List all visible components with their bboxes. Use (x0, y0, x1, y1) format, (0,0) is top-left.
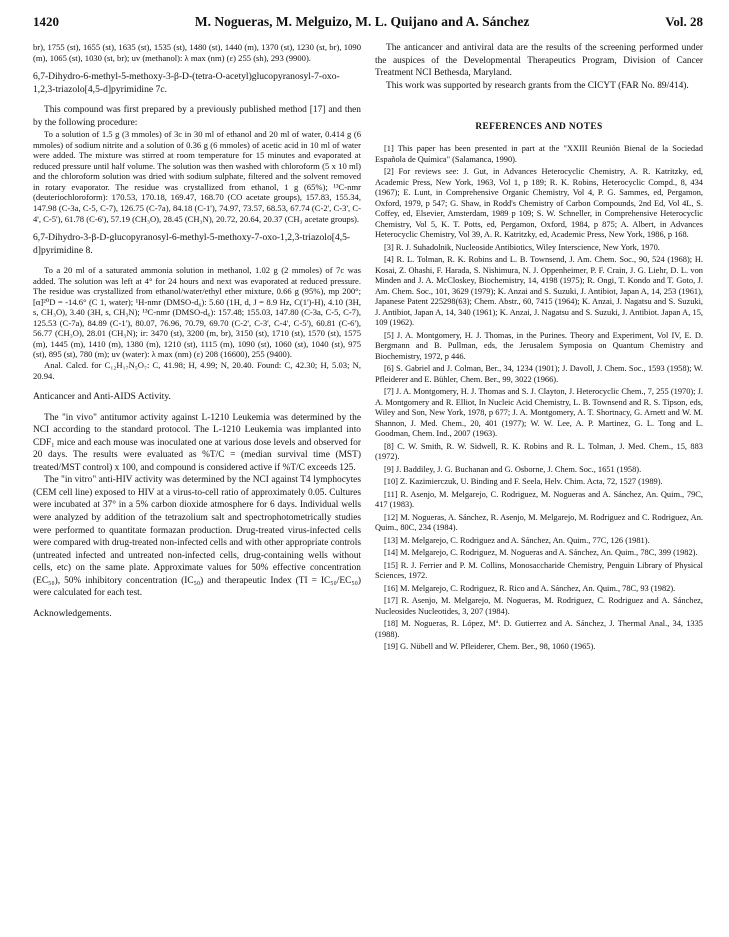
paragraph-procedure-8: To a 20 ml of a saturated ammonia solution in methanol, 1.02 g (2 mmoles) of 7c was added. The solution was left at 4° for 24 hours and next was evaporated at reduced pressure. The residue was crystallized from ethanol/water/ethyl ether mixture, 0.66 g (95%), mp 200°; [α]²⁰D = -14.6° (C 1, water); ¹H-nmr (DMSO-d₆): 5.60 (1H, d, J = 8.9 Hz, C(1')-H), 4.10 (3H, s, CH₃O), 3.40 (3H, s, CH₃N); ¹³C-nmr (DMSO-d₆): 157.48; 155.03, 147.80 (C-3a, C-5, C-7), 125.53 (C-7a), 84.89 (C-1'), 80.07, 76.96, 70.79, 69.70 (C-2', C-3', C-4', C-5'), 60.81 (C-6'), 56.77 (CH₃O), 28.01 (CH₃N); ir: 3470 (st), 3200 (m, br), 3150 (st), 1710 (st), 1570 (st), 1575 (m), 1445 (m), 1410 (m), 1380 (m), 1210 (st), 1115 (m), 1090 (st), 1060 (st), 1040 (st), 975 (st), 895 (st), 780 (m); uv (water): λ max (nm) (ε) 208 (16600), 255 (9400). (33, 265, 361, 360)
reference-item: [5] J. A. Montgomery, H. J. Thomas, in the Purines. Theory and Experiment, Vol IV, E. D. Bergmann and B. Pullman, eds, the Jerusalem Symposia on Quantum Chemistry and Biochemistry, 1972, p 446. (375, 330, 703, 361)
left-column (33, 42, 361, 655)
reference-item: [6] S. Gabriel and J. Colman, Ber., 34, 1234 (1901); J. Davoll, J. Chem. Soc., 1593 (1958); W. Pfleiderer and E. Bühler, Chem. Ber., 99, 3022 (1966). (375, 364, 703, 384)
reference-item: [18] M. Nogueras, R. López, Mª. D. Gutierrez and A. Sánchez, J. Thermal Anal., 34, 1335 (1988). (375, 619, 703, 639)
reference-item: [19] G. Nübell and W. Pfleiderer, Chem. Ber., 98, 1060 (1965). (384, 642, 596, 652)
paragraph-funding: This work was supported by research grants from the CICYT (FAR No. 89/414). (386, 80, 689, 91)
right-column (375, 42, 703, 655)
paragraph-prep-method: This compound was first prepared by a previously published method [17] and then by the following procedure: (33, 105, 361, 128)
compound-7c-title: 6,7-Dihydro-6-methyl-5-methoxy-3-β-D-(tetra-O-acetyl)glucopyranosyl-7-oxo-1,2,3-triazolo[4,5-d]pyrimidine 7c. (33, 71, 340, 95)
running-head-authors: M. Nogueras, M. Melguizo, M. L. Quijano and A. Sánchez (194, 14, 530, 29)
paragraph-in-vivo: The "in vivo" antitumor activity against L-1210 Leukemia was determined by the NCI according to the standard protocol. The L-1210 Leukemia was implanted into CDF₁ mice and each mouse was inoculated one at various dose levels and observed for 20 days. The results were evaluated as %T/C = (median survival time (MST) treated/MST control) x 100, and compound is considered active if %T/C exceeds 125. (33, 412, 361, 473)
elemental-analysis: Anal. Calcd. for C₁₂H₁₇N₅O₇: C, 41.98; H, 4.99; N, 20.40. Found: C, 42.30; H, 5.03; N, 20.94. (33, 360, 361, 381)
page-header (33, 14, 703, 42)
reference-item: [8] C. W. Smith, R. W. Sidwell, R. K. Robins and R. L. Tolman, J. Med. Chem., 15, 883 (1972). (375, 441, 703, 462)
reference-item: [1] This paper has been presented in part at the "XXIII Reunión Bienal de la Sociedad Española de Química" (Salamanca, 1990). (375, 144, 703, 164)
reference-item: [4] R. L. Tolman, R. K. Robins and L. B. Townsend, J. Am. Chem. Soc., 90, 524 (1968); H. Kosai, Z. Ohashi, F. Harada, S. Nishimura, N. J. Oppenheimer, P. F. Crain, J. G. Liehr, D. L. von Minden and J. A. McCloskey, Biochemistry, 14, 4198 (1975); R. Ongi, T. Kondo and T. Goto, J. Am. Chem. Soc., 101, 3629 (1979); K. Anzai and S. Suzuki, J. Antibiot, Japan A, 14, 253 (1961), Japanese Patent 225298(63); Chem. Abstr., 60, 7415 (1964); K. Anzai, J. Nagatsu and S. Suzuki, J. Antibiot, Japan A, 14, 340 (1961); K. Anzai, J. Nagatsu and S. Suzuki, J. Antibiot. Japan A, 15, 109 (1962). (375, 255, 703, 328)
reference-item: [13] M. Melgarejo, C. Rodriguez and A. Sánchez, An. Quim., 77C, 126 (1981). (384, 535, 650, 545)
paragraph-in-vitro: The "in vitro" anti-HIV activity was determined by the NCI against T4 lymphocytes (CEM cell line) exposed to HIV at a virus-to-cell ratio of approximately 0.05. Cultures were incubated at 37° in a 5% carbon dioxide atmosphere for 6 days. Individual wells were analyzed by addition of the tetrazolium salt and spectrophotometrically studies were performed to quantitate formazan production. Drug-treated virus-infected cells were compared with drug-treated non-infected cells and with other appropriate controls (untreated infected and untreated non-infected cells, drug-containing wells without cells, etc) on the same plate. Approximate values for 50% effective concentration (EC₅₀), 50% inhibitory concentration (IC₅₀) and therapeutic Index (TI = IC₅₀/EC₅₀) were calculated for each test. (33, 475, 361, 599)
reference-item: [11] R. Asenjo, M. Melgarejo, C. Rodriguez, M. Nogueras and A. Sánchez, An. Quim., 79C, 417 (1983). (375, 489, 703, 510)
reference-item: [2] For reviews see: J. Gut, in Advances Heterocyclic Chemistry, A. R. Katritzky, ed, Academic Press, New York, 1963, Vol 1, p 189; R. K. Robins, Heterocyclic Compd., 8, 434 (1967); E. Lunt, in Comprehensive Organic Chemistry, Vol 4, P. G. Sammes, ed, Pergamon, Oxford, 1979, p 547; G. Shaw, in Rodd's Chemistry of Carbon Compounds, 2nd Ed, Vol 4L, S. Coffey, ed, Elsevier, Amsterdam, 1989 p 109; S. W. Schneller, in Comprehensive Heterocyclic Chemistry, Vol 5, K. T. Potts, ed, Pergamon, Oxford, 1984, p 875; A. Albert, in Advances Heterocyclic Chemistry, Vol 39, A. R. Katritzky, ed, Academic Press, New York, 1986, p 168. (375, 167, 703, 240)
reference-item: [16] M. Melgarejo, C. Rodriguez, R. Rico and A. Sánchez, An. Quim., 78C, 93 (1982). (384, 583, 676, 593)
spectral-data-continuation: br), 1755 (st), 1655 (st), 1635 (st), 1535 (st), 1480 (st), 1440 (m), 1370 (st), 1230 (st, br), 1090 (m), 1065 (st), 1030 (st, br); uv (methanol): λ max (nm) (ε) 255 (sh), 293 (9900). (33, 42, 361, 63)
reference-list (375, 144, 703, 653)
reference-item: [15] R. J. Ferrier and P. M. Collins, Monosaccharide Chemistry, Penguin Library of Physical Sciences, 1972. (375, 560, 703, 581)
reference-item: [9] J. Baddiley, J. G. Buchanan and G. Osborne, J. Chem. Soc., 1651 (1958). (384, 464, 642, 474)
page-number: 1420 (33, 14, 59, 29)
section-heading-activity: Anticancer and Anti-AIDS Activity. (33, 391, 171, 403)
reference-item: [7] J. A. Montgomery, H. J. Thomas and S. J. Clayton, J. Heterocyclic Chem., 7, 255 (1970); J. A. Montgomery and R. Elliot, In Nucleic Acid Chemistry, L. B. Townsend and R. S. Tipson, eds, Wiley and Son, New York, 1978, p 677; J. A. Montgomery, A. T. Shortnacy, G. Arnett and W. M. Shannon, J. Med. Chem., 20, 401 (1977); W. W. Lee, A. P. Martinez, G. L. Tong and L. Goodman, Chem. Ind., 2007 (1963). (375, 387, 703, 439)
paragraph-procedure-7c: To a solution of 1.5 g (3 mmoles) of 3c in 30 ml of ethanol and 20 ml of water, 0.414 g (6 mmoles) of sodium nitrite and a solution of 0.36 g (6 mmoles) of acetic acid in 10 ml of water were added. The mixture was stirred at room temperature for 15 minutes and evaporated at reduced pressure until half volume. The solution was then washed with chloroform (5 x 10 ml) and the chloroform solution was dried with sodium sulphate, filtered and the solvent removed in rotary evaporator. The residue was crystallized from ethanol, 1 g (65%); ¹³C-nmr (deuteriochloroform): 170.53, 170.18, 169.47, 168.70 (CO acetate groups), 157.83, 155.34, 147.98 (C-3a, C-5, C-7), 126.75 (C-7a), 84.18 (C-1'), 74.97, 73.57, 68.53, 67.74 (C-2', C-3', C-4', C-5'), 61.78 (C-6'), 57.19 (CH₃O), 28.45 (CH₃N), 20.72, 20.64, 20.37 (CH₃ acetate groups). (33, 129, 361, 224)
paragraph-screening: The anticancer and antiviral data are the results of the screening performed under the auspices of the Developmental Therapeutics Program, Division of Cancer Treatment NCI Bethesda, Maryland. (375, 43, 703, 79)
compound-8-title: 6,7-Dihydro-3-β-D-glucopyranosyl-6-methyl-5-methoxy-7-oxo-1,2,3-triazolo[4,5-d]pyrimidine 8. (33, 232, 351, 256)
reference-item: [12] M. Nogueras, A. Sánchez, R. Asenjo, M. Melgarejo, M. Rodriguez and C. Rodriguez, An. Quim., 80C, 234 (1984). (375, 512, 703, 533)
reference-item: [10] Z. Kazimierczuk, U. Binding and F. Seela, Helv. Chim. Acta, 72, 1527 (1989). (384, 477, 663, 487)
references-heading: REFERENCES AND NOTES (475, 122, 603, 133)
section-heading-acknowledgements: Acknowledgements. (33, 607, 112, 619)
reference-item: [17] R. Asenjo, M. Melgarejo, M. Nogueras, M. Rodriguez, C. Rodriguez and A. Sánchez, Nucleosides Nucleotides, 3, 207 (1984). (375, 596, 703, 616)
reference-item: [14] M. Melgarejo, C. Rodriguez, M. Nogueras and A. Sánchez, An. Quim., 78C, 399 (1982). (384, 548, 698, 558)
volume-label: Vol. 28 (665, 14, 703, 29)
two-column-body (33, 42, 703, 655)
reference-item: [3] R. J. Suhadolnik, Nucleoside Antibiotics, Wiley Interscience, New York, 1970. (384, 242, 660, 252)
